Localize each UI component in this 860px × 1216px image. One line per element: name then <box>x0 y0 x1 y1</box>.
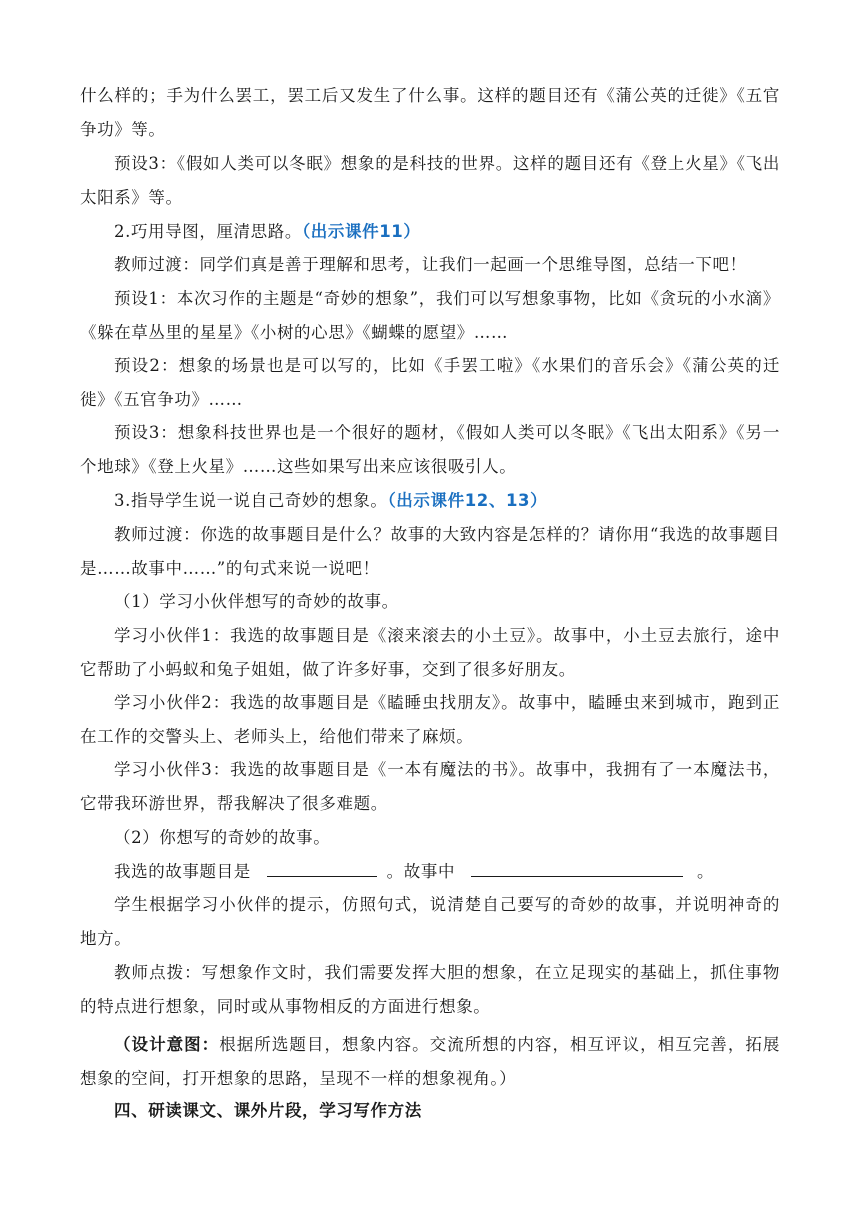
paragraph-design-intent <box>80 1028 780 1095</box>
step-3-text: 3.指导学生说一说自己奇妙的想象。 <box>114 491 388 510</box>
paragraph-step-2 <box>80 215 780 249</box>
paragraph-preset-3-tech: 预设3：《假如人类可以冬眠》想象的是科技的世界。这样的题目还有《登上火星》《飞出太阳系》等。 <box>80 154 780 207</box>
courseware-note-12-13: （出示课件12、13） <box>387 491 548 510</box>
paragraph-partner-3: 学习小伙伴3：我选的故事题目是《一本有魔法的书》。故事中，我拥有了一本魔法书，它带我环游世界，帮我解决了很多难题。 <box>80 760 780 813</box>
paragraph-preset-2: 预设2：想象的场景也是可以写的，比如《手罢工啦》《水果们的音乐会》《蒲公英的迁徙》《五官争功》…… <box>80 356 780 409</box>
blank-story <box>471 858 683 877</box>
blank-title <box>267 858 377 877</box>
paragraph-teacher-transition-2: 教师过渡：你选的故事题目是什么？故事的大致内容是怎样的？请你用“我选的故事题目是……故事中……”的句式来说一说吧！ <box>80 525 780 578</box>
paragraph-partner-2: 学习小伙伴2：我选的故事题目是《瞌睡虫找朋友》。故事中，瞌睡虫来到城市，跑到正在工作的交警头上、老师头上，给他们带来了麻烦。 <box>80 693 780 746</box>
paragraph-partner-1: 学习小伙伴1：我选的故事题目是《滚来滚去的小土豆》。故事中，小土豆去旅行，途中它帮助了小蚂蚁和兔子姐姐，做了许多好事，交到了很多好朋友。 <box>80 626 780 679</box>
paragraph-preset-3: 预设3：想象科技世界也是一个很好的题材，《假如人类可以冬眠》《飞出太阳系》《另一个地球》《登上火星》……这些如果写出来应该很吸引人。 <box>80 423 780 476</box>
fill-prefix: 我选的故事题目是 <box>114 862 251 881</box>
paragraph-preset-1: 预设1：本次习作的主题是“奇妙的想象”，我们可以写想象事物，比如《贪玩的小水滴》《躲在草丛里的星星》《小树的心思》《蝴蝶的愿望》…… <box>80 289 780 342</box>
paragraph-step-3 <box>80 484 780 518</box>
paragraph-teacher-tip: 教师点拨：写想象作文时，我们需要发挥大胆的想象，在立足现实的基础上，抓住事物的特点进行想象，同时或从事物相反的方面进行想象。 <box>80 963 780 1016</box>
step-2-text: 2.巧用导图，厘清思路。 <box>114 222 302 241</box>
fill-suffix: 。 <box>696 862 715 881</box>
design-intent-label: （设计意图： <box>114 1035 220 1054</box>
paragraph-teacher-transition-1: 教师过渡：同学们真是善于理解和思考，让我们一起画一个思维导图，总结一下吧！ <box>114 255 747 274</box>
paragraph-sub-1: （1）学习小伙伴想写的奇妙的故事。 <box>114 592 399 611</box>
paragraph-fill-in-sentence <box>80 855 780 889</box>
paragraph-student-activity: 学生根据学习小伙伴的提示，仿照句式，说清楚自己要写的奇妙的故事，并说明神奇的地方。 <box>80 895 780 948</box>
paragraph-sub-2: （2）你想写的奇妙的故事。 <box>114 828 331 847</box>
design-intent-text: 根据所选题目，想象内容。交流所想的内容，相互评议，相互完善，拓展想象的空间，打开想象的思路，呈现不一样的想象视角。） <box>80 1035 780 1088</box>
courseware-note-11: （出示课件11） <box>301 222 421 241</box>
fill-middle: 。故事中 <box>386 862 456 881</box>
section-heading-4: 四、研读课文、课外片段，学习写作方法 <box>114 1101 422 1120</box>
paragraph-continuation: 什么样的；手为什么罢工，罢工后又发生了什么事。这样的题目还有《蒲公英的迁徙》《五官争功》等。 <box>80 86 780 139</box>
